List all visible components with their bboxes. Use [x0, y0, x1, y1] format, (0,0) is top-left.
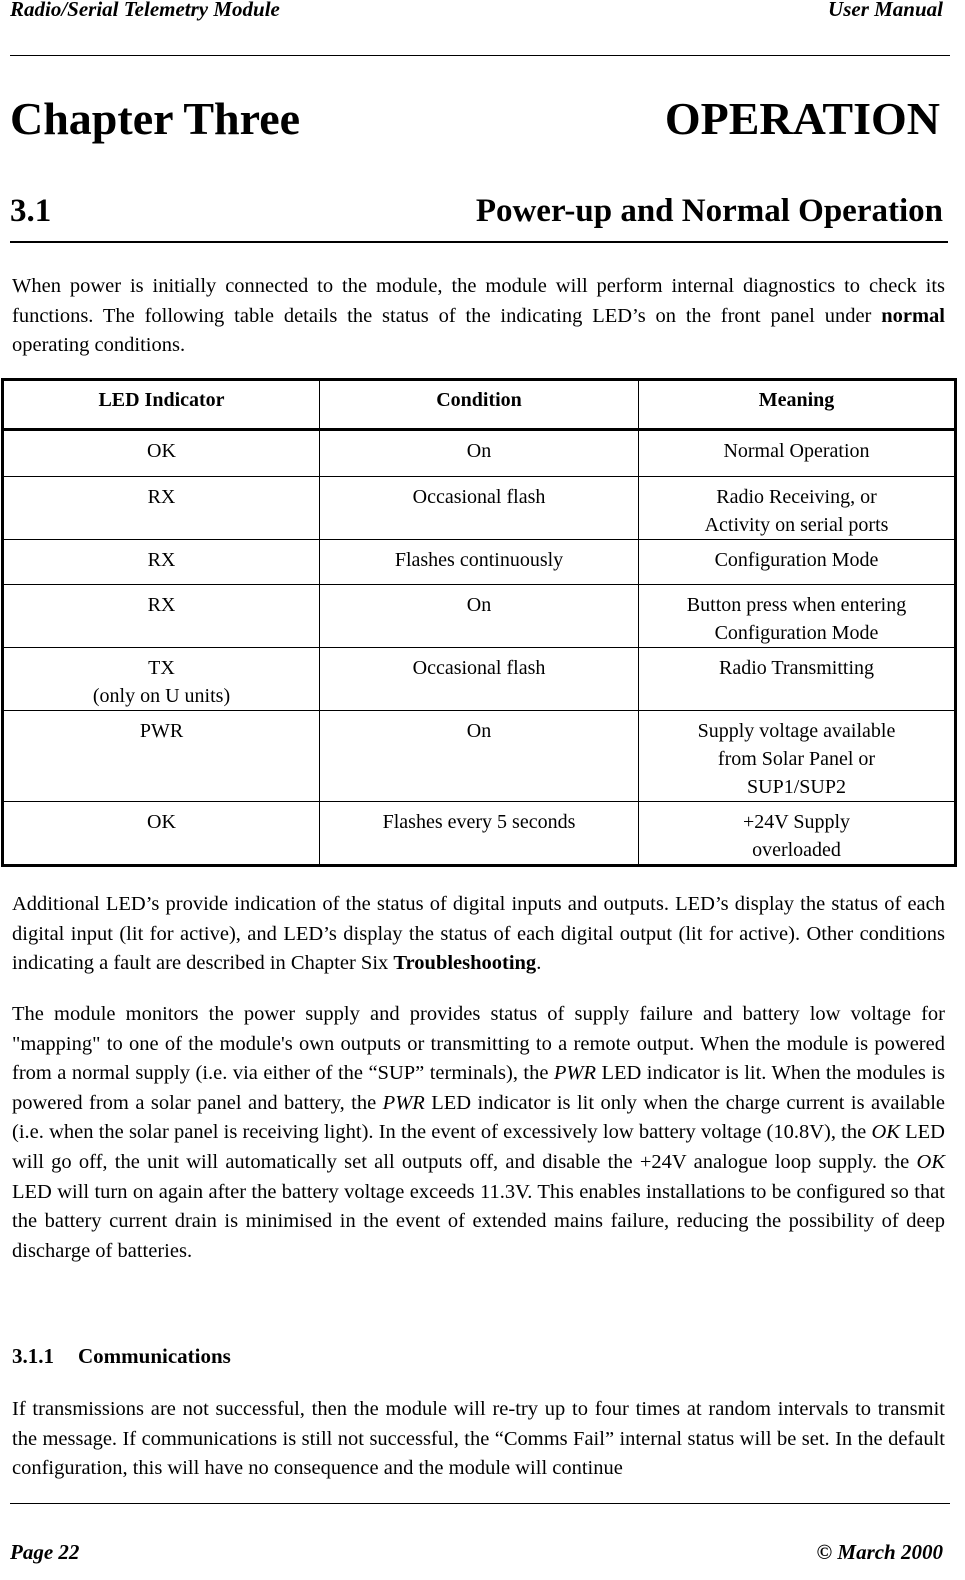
condition-cell: Flashes continuously: [320, 540, 639, 585]
section-heading: [10, 193, 943, 230]
chapter-title: OPERATION: [664, 93, 940, 144]
text: Additional LED’s provide indication of the status of digital inputs and outputs. LED’s display the status of each digital input (lit for active), and LED’s display the status of each digital output (lit for active). Other conditions indicating a fault are described in Chapter Six: [12, 893, 945, 975]
italic-text: PWR: [382, 1091, 425, 1114]
text: LED indicator is lit only when the charge current is available (i.e. when the solar panel is receiving light). In the event of excessively low battery voltage (10.8V), the: [12, 1091, 945, 1144]
meaning-cell: Radio Receiving, or Activity on serial ports: [639, 477, 956, 540]
text: LED will turn on again after the battery voltage exceeds 11.3V. This enables installations to be configured so that the battery current drain is minimised in the event of extended mains failure, reducing the possibility of deep discharge of batteries.: [12, 1180, 945, 1262]
chapter-heading: [10, 92, 940, 145]
leds-paragraph: [12, 890, 945, 979]
led-indicator-cell: TX (only on U units): [3, 648, 320, 711]
column-header: Meaning: [639, 380, 956, 430]
meaning-cell: Configuration Mode: [639, 540, 956, 585]
text: .: [536, 952, 542, 975]
subsection-title: Communications: [78, 1344, 231, 1368]
table-row: [3, 802, 956, 866]
bold-text: normal: [881, 304, 945, 327]
intro-paragraph: [12, 272, 945, 361]
section-number: 3.1: [10, 193, 52, 229]
condition-cell: On: [320, 711, 639, 802]
table-row: [3, 540, 956, 585]
meaning-cell: Radio Transmitting: [639, 648, 956, 711]
condition-cell: Occasional flash: [320, 648, 639, 711]
meaning-cell: +24V Supply overloaded: [639, 802, 956, 866]
meaning-cell: Normal Operation: [639, 430, 956, 477]
meaning-cell: Button press when entering Configuration Mode: [639, 585, 956, 648]
footer-rule: [10, 1503, 950, 1504]
led-indicator-cell: RX: [3, 477, 320, 540]
italic-text: OK: [871, 1121, 900, 1144]
column-header: Condition: [320, 380, 639, 430]
condition-cell: Flashes every 5 seconds: [320, 802, 639, 866]
section-rule: [10, 241, 948, 243]
text: The module monitors the power supply and provides status of supply failure and battery low voltage for "mapping" to one of the module's own outputs or transmitting to a remote output. When the module is powered from a normal supply (i.e. via either of the “SUP” terminals), the: [12, 1003, 945, 1085]
table-header-row: [3, 380, 956, 430]
led-status-table: [1, 378, 957, 867]
table-row: [3, 430, 956, 477]
header-left: Radio/Serial Telemetry Module: [10, 0, 280, 21]
led-indicator-cell: RX: [3, 540, 320, 585]
footer-date: © March 2000: [816, 1540, 943, 1564]
table-row: [3, 711, 956, 802]
meaning-cell: Supply voltage available from Solar Panel or SUP1/SUP2: [639, 711, 956, 802]
text: LED indicator is lit. When the modules is powered from a solar panel and battery, the: [12, 1062, 946, 1114]
table-row: [3, 648, 956, 711]
table-row: [3, 585, 956, 648]
condition-cell: Occasional flash: [320, 477, 639, 540]
condition-cell: On: [320, 585, 639, 648]
text: operating conditions.: [12, 334, 186, 357]
power-paragraph: [12, 1000, 945, 1266]
led-indicator-cell: OK: [3, 430, 320, 477]
bold-text: Troubleshooting: [393, 952, 537, 975]
text: When power is initially connected to the module, the module will perform internal diagnostics to check its functions. The following table details the status of the indicating LED’s on the front panel under: [12, 275, 945, 327]
italic-text: OK: [916, 1150, 945, 1173]
page-number: Page 22: [10, 1540, 80, 1564]
communications-paragraph: If transmissions are not successful, then the module will re-try up to four times at random intervals to transmit the message. If communications is still not successful, the “Comms Fail” internal status will be set. In the default configuration, this will have no consequence and the module will continue: [12, 1398, 945, 1480]
chapter-label: Chapter Three: [10, 93, 301, 144]
column-header: LED Indicator: [3, 380, 320, 430]
italic-text: PWR: [553, 1062, 597, 1085]
subsection-heading: [12, 1344, 231, 1369]
text: LED will go off, the unit will automatically set all outputs off, and disable the +24V analogue loop supply. the: [12, 1121, 945, 1173]
section-title: Power-up and Normal Operation: [475, 193, 943, 229]
led-indicator-cell: RX: [3, 585, 320, 648]
led-indicator-cell: PWR: [3, 711, 320, 802]
header-rule: [10, 55, 950, 56]
condition-cell: On: [320, 430, 639, 477]
led-indicator-cell: OK: [3, 802, 320, 866]
header-right: User Manual: [828, 0, 943, 21]
table-row: [3, 477, 956, 540]
subsection-number: 3.1.1: [12, 1344, 54, 1368]
